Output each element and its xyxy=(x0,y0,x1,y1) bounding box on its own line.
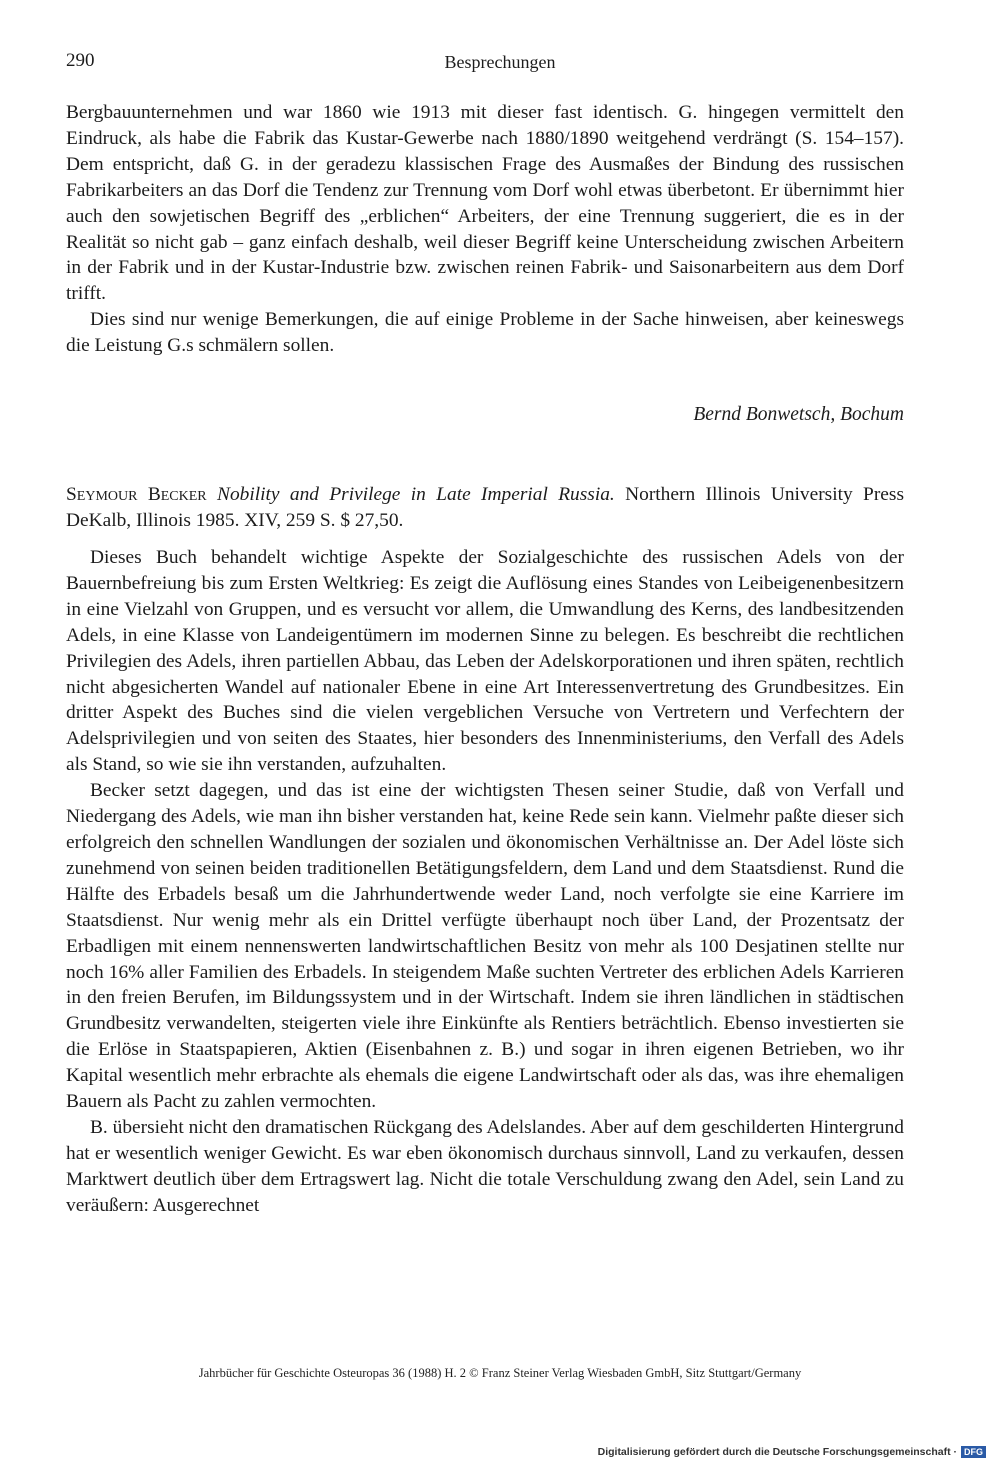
review-citation xyxy=(66,482,904,534)
previous-review-text xyxy=(66,100,904,359)
review-text xyxy=(66,545,904,1219)
paragraph: Dieses Buch behandelt wichtige Aspekte der Sozialgeschichte des russischen Adels von der Bauernbefreiung bis zum Ersten Weltkrieg: Es zeigt die Auflösung eines Standes von Leibeigenenbesitzern in eine Vielzahl von Gruppen, und es versucht vor allem, die Umwandlung des Kerns, des landbesitzenden Adels, in eine Klasse von Landeigentümern im modernen Sinne zu belegen. Es beschreibt die rechtlichen Privilegien des Adels, ihren partiellen Abbau, das Leben der Adelskorporationen und ihren späten, rechtlich nicht abgesicherten Wandel auf nationaler Ebene in eine Art Interessenvertretung des Grundbesitzes. Ein dritter Aspekt des Buches sind die vielen vergeblichen Versuche von Vertretern und Verfechtern der Adelsprivilegien und von seiten des Staates, hier besonders des Innenministeriums, den Verfall des Adels als Stand, so wie sie ihn verstanden, aufzuhalten. xyxy=(66,547,904,776)
dfg-logo: DFG xyxy=(961,1446,986,1458)
dfg-notice xyxy=(598,1446,986,1458)
reviewer-signature: Bernd Bonwetsch, Bochum xyxy=(693,404,904,425)
book-author: Seymour Becker xyxy=(66,484,207,505)
paragraph: Dies sind nur wenige Bemerkungen, die auf einige Probleme in der Sache hinweisen, aber keineswegs die Leistung G.s schmälern sollen. xyxy=(66,309,904,357)
journal-footer: Jahrbücher für Geschichte Osteuropas 36 (1988) H. 2 © Franz Steiner Verlag Wiesbaden GmbH, Sitz Stuttgart/Germany xyxy=(198,1366,802,1380)
paragraph: Becker setzt dagegen, und das ist eine der wichtigsten Thesen seiner Studie, daß von Verfall und Niedergang des Adels, wie man ihn bisher verstanden hat, keine Rede sein kann. Vielmehr paßte dieser sich erfolgreich den schnellen Wandlungen der sozialen und ökonomischen Verhältnisse an. Der Adel löste sich zunehmend von seinen beiden traditionellen Betätigungsfeldern, dem Land und dem Staatsdienst. Rund die Hälfte des Erbadels besaß um die Jahrhundertwende weder Land, noch verfolgte sie eine Karriere im Staatsdienst. Nur wenig mehr als ein Drittel verfügte überhaupt noch über Land, der Prozentsatz der Erbadligen mit einem nennenswerten landwirtschaftlichen Besitz von mehr als 100 Desjatinen stellte nur noch 16% aller Familien des Erbadels. In steigendem Maße suchten Vertreter des erblichen Adels Karrieren in den freien Berufen, im Bildungssystem und in der Wirtschaft. Indem sie ihren ländlichen in städtischen Grundbesitz verwandelten, steigerten viele ihre Einkünfte als Rentiers beträchtlich. Ebenso investierten sie die Erlöse in Staatspapieren, Aktien (Eisenbahnen z. B.) und sogar in ihren eigenen Betrieben, wo ihr Kapital wesentlich mehr erbrachte als ehemals die eigene Landwirtschaft oder als das, was ihre ehemaligen Bauern als Pacht zu zahlen vermochten. xyxy=(66,780,904,1113)
book-publication: Northern Illinois University Press DeKalb, Illinois 1985. XIV, 259 S. $ 27,50. xyxy=(66,484,904,531)
page-number: 290 xyxy=(66,50,95,71)
running-head: Besprechungen xyxy=(444,52,556,72)
dfg-notice-text: Digitalisierung gefördert durch die Deutsche Forschungsgemeinschaft · xyxy=(597,1446,957,1458)
book-title: Nobility and Privilege in Late Imperial Russia. xyxy=(217,484,615,505)
paragraph: Bergbauunternehmen und war 1860 wie 1913 mit dieser fast identisch. G. hingegen vermittelt den Eindruck, als habe die Fabrik das Kustar-Gewerbe nach 1880/1890 weitgehend verdrängt (S. 154–157). Dem entspricht, daß G. in der geradezu klassischen Frage des Ausmaßes der Bindung des russischen Fabrikarbeiters an das Dorf die Tendenz zur Trennung vom Dorf wohl etwas überbetont. Er übernimmt hier auch den sowjetischen Begriff des „erblichen“ Arbeiters, der eine Trennung suggeriert, die es in der Realität so nicht gab – ganz einfach deshalb, weil dieser Begriff keine Unterscheidung zwischen Arbeitern in der Fabrik und in der Kustar-Industrie bzw. zwischen reinen Fabrik- und Saisonarbeitern aus dem Dorf trifft. xyxy=(66,102,904,305)
paragraph: B. übersieht nicht den dramatischen Rückgang des Adelslandes. Aber auf dem geschilderten Hintergrund hat er wesentlich weniger Gewicht. Es war eben ökonomisch durchaus sinnvoll, Land zu verkaufen, dessen Marktwert deutlich über dem Ertragswert lag. Nicht die totale Verschuldung zwang den Adel, sein Land zu veräußern: Ausgerechnet xyxy=(66,1116,904,1216)
